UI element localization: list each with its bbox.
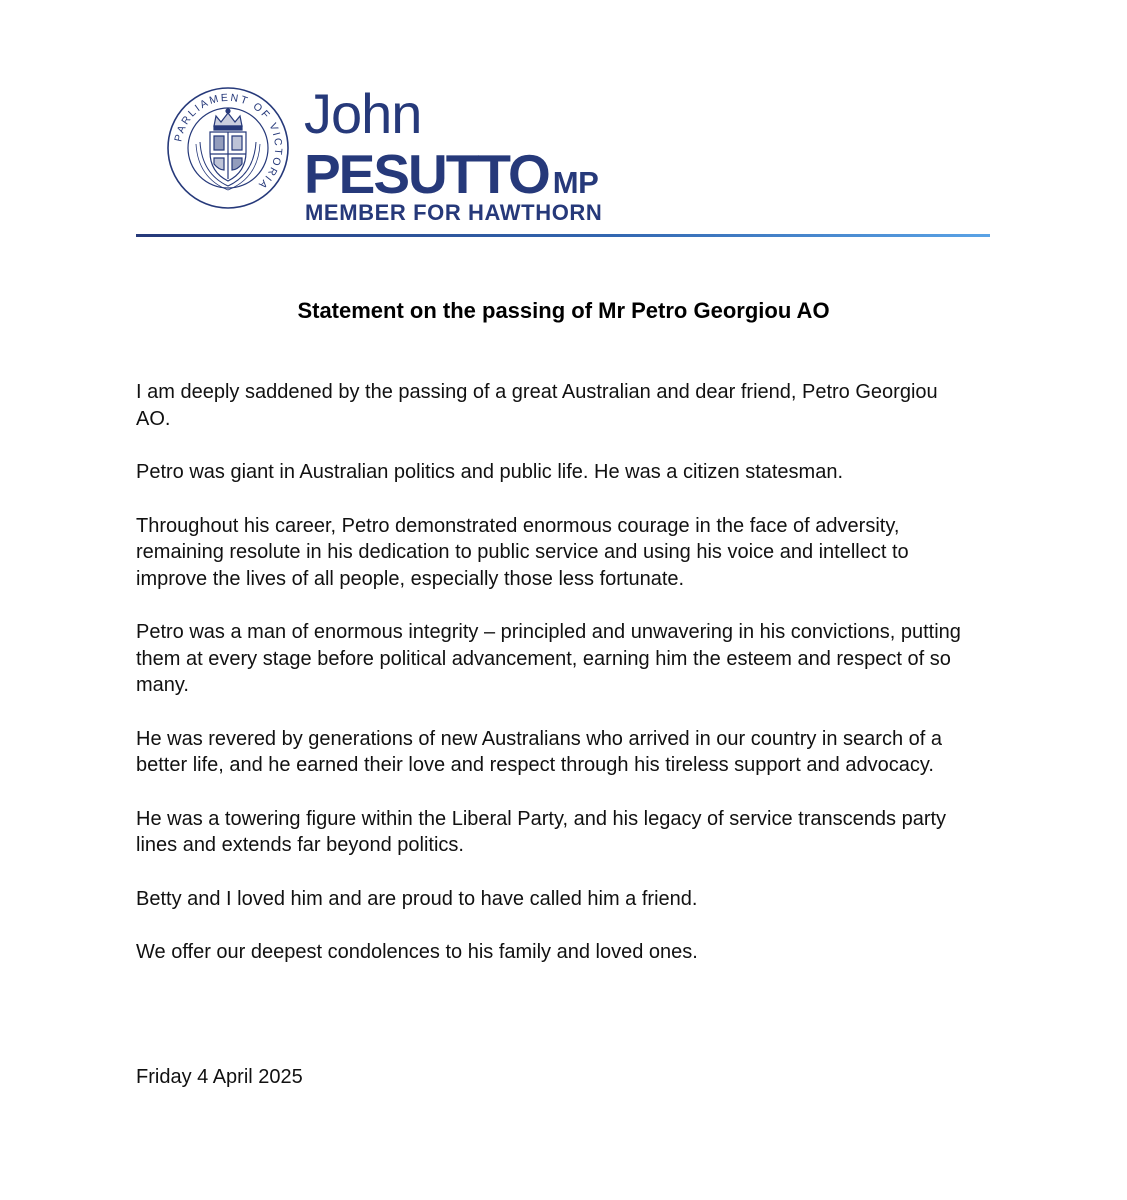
mp-post-nominal: MP xyxy=(552,165,599,200)
member-last-name-row xyxy=(304,144,598,204)
statement-paragraph: He was revered by generations of new Australians who arrived in our country in search of a better life, and he earned their love and respect through his tireless support and advocacy. xyxy=(136,727,942,776)
statement-paragraph: Petro was a man of enormous integrity – principled and unwavering in his convictions, putting them at every stage before political advancement, earning him the esteem and respect of so many. xyxy=(136,621,961,696)
statement-paragraph: Petro was giant in Australian politics and public life. He was a citizen statesman. xyxy=(136,461,844,483)
member-last-name: PESUTTO xyxy=(304,143,549,205)
statement-date: Friday 4 April 2025 xyxy=(136,1066,303,1088)
statement-body xyxy=(136,379,976,993)
statement-paragraph: We offer our deepest condolences to his family and loved ones. xyxy=(136,941,698,963)
electorate-label: MEMBER FOR HAWTHORN xyxy=(305,200,603,225)
statement-paragraph: Throughout his career, Petro demonstrated enormous courage in the face of adversity, remaining resolute in his dedication to public service and using his voice and intellect to improve the lives of all people, especially those less fortunate. xyxy=(136,514,909,590)
statement-paragraph: I am deeply saddened by the passing of a great Australian and dear friend, Petro Georgiou AO. xyxy=(136,381,938,430)
letterhead-divider xyxy=(136,234,990,237)
letterhead xyxy=(0,0,1127,250)
parliament-of-victoria-seal-icon xyxy=(166,86,290,210)
member-first-name: John xyxy=(304,82,422,145)
statement-paragraph: Betty and I loved him and are proud to have called him a friend. xyxy=(136,887,698,910)
seal-text: PARLIAMENT OF VICTORIA xyxy=(172,91,285,193)
statement-paragraph: He was a towering figure within the Liberal Party, and his legacy of service transcends party lines and extends far beyond politics. xyxy=(136,807,947,856)
statement-title: Statement on the passing of Mr Petro Georgiou AO xyxy=(297,298,830,323)
